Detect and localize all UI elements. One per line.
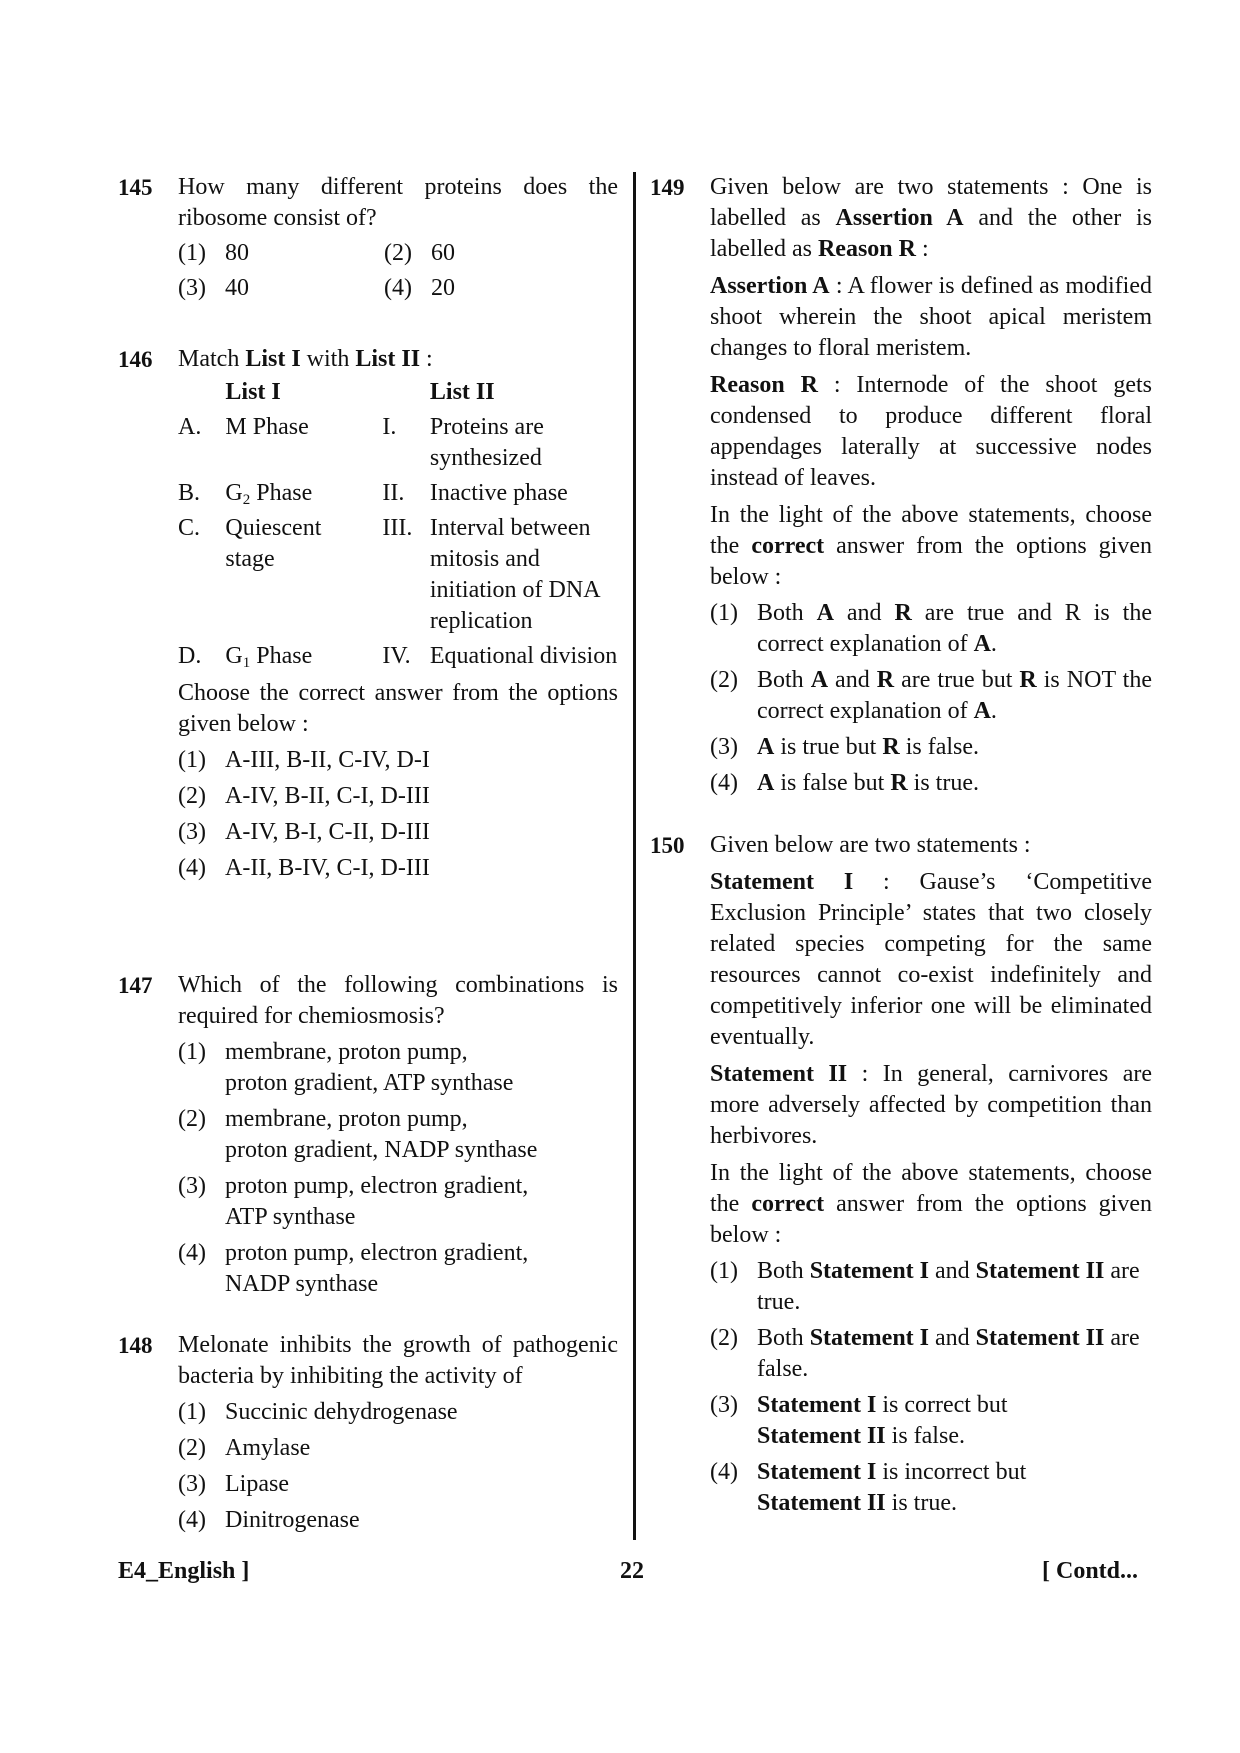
question-number: 145 — [118, 175, 153, 200]
column-divider — [633, 172, 636, 1540]
statement-ii: Statement II : In general, carnivores are more adversely affected by competition than herbivores. — [710, 1061, 1152, 1149]
option-1: (1) membrane, proton pump, proton gradient, ATP synthase — [178, 1039, 514, 1096]
list-ii-header: List II — [429, 379, 495, 405]
question-text: Given below are two statements : — [710, 832, 1031, 858]
option-3: (3) 40 — [178, 275, 249, 301]
option-4: (4) Dinitrogenase — [178, 1507, 360, 1533]
question-149 — [650, 172, 1152, 799]
option-3: (3) proton pump, electron gradient, ATP synthase — [178, 1173, 529, 1230]
question-number: 149 — [650, 175, 685, 200]
statement-i: Statement I : Gause’s ‘Competitive Exclusion Principle’ states that two closely related species competing for the same resources cannot co-exist indefinitely and competitively inferior one will be eliminated eventually. — [710, 869, 1152, 1050]
option-1: (1) A-III, B-II, C-IV, D-I — [178, 747, 430, 773]
question-text: How many different proteins does the ribosome consist of? — [178, 174, 618, 231]
option-2: (2) Both Statement I and Statement II are false. — [710, 1325, 1140, 1382]
option-3: (3) A-IV, B-I, C-II, D-III — [178, 819, 430, 845]
option-1: (1) Both A and R are true and R is the correct explanation of A. — [710, 600, 1152, 657]
footer-booklet-code: E4_English ] — [118, 1558, 250, 1584]
option-4: (4) A is false but R is true. — [710, 770, 979, 796]
option-1: (1) Succinic dehydrogenase — [178, 1399, 458, 1425]
choose-instruction: In the light of the above statements, choose the correct answer from the options given below : — [710, 1160, 1152, 1248]
option-1: (1) Both Statement I and Statement II are true. — [710, 1258, 1140, 1315]
question-145 — [118, 172, 618, 304]
question-text: Match List I with List II : — [178, 346, 433, 372]
match-table — [178, 377, 618, 676]
match-row: B. $G_2$ Phase II. Inactive phase — [178, 480, 568, 508]
reason-statement: Reason R : Internode of the shoot gets condensed to produce different floral appendages laterally at successive nodes instead of leaves. — [710, 372, 1152, 491]
options — [178, 238, 618, 304]
question-150 — [650, 830, 1152, 1519]
option-2: (2) membrane, proton pump, proton gradient, NADP synthase — [178, 1106, 538, 1163]
question-text: Which of the following combinations is required for chemiosmosis? — [178, 972, 618, 1029]
footer-page-number: 22 — [620, 1558, 644, 1584]
option-4: (4) A-II, B-IV, C-I, D-III — [178, 855, 430, 881]
option-4: (4) 20 — [384, 275, 455, 301]
question-number: 150 — [650, 833, 685, 858]
choose-instruction: Choose the correct answer from the options given below : — [178, 680, 618, 737]
footer-continued: [ Contd... — [1042, 1558, 1139, 1584]
match-row: A. M Phase I. Proteins are synthesized — [178, 414, 544, 471]
question-number: 148 — [118, 1333, 153, 1358]
option-3: (3) A is true but R is false. — [710, 734, 979, 760]
match-row: C. Quiescent stage III. Interval between mitosis and initiation of DNA replication — [178, 515, 600, 634]
choose-instruction: In the light of the above statements, choose the correct answer from the options given below : — [710, 502, 1152, 590]
question-number: 147 — [118, 973, 153, 998]
question-148 — [118, 1330, 618, 1536]
match-header-row — [178, 377, 618, 412]
option-2: (2) 60 — [384, 240, 455, 266]
option-4: (4) proton pump, electron gradient, NADP synthase — [178, 1240, 529, 1297]
option-2: (2) Both A and R are true but R is NOT the correct explanation of A. — [710, 667, 1153, 724]
question-146 — [118, 344, 618, 884]
option-2: (2) Amylase — [178, 1435, 311, 1461]
option-3: (3) Statement I is correct but Statement II is false. — [710, 1392, 1008, 1449]
option-2: (2) A-IV, B-II, C-I, D-III — [178, 783, 430, 809]
option-1: (1) 80 — [178, 240, 249, 266]
option-4: (4) Statement I is incorrect but Statement II is true. — [710, 1459, 1027, 1516]
question-147 — [118, 970, 618, 1300]
option-3: (3) Lipase — [178, 1471, 289, 1497]
match-row: D. $G_1$ Phase IV. Equational division — [178, 643, 618, 671]
question-text: Given below are two statements : One is labelled as Assertion A and the other is labelled as Reason R : — [710, 174, 1152, 262]
question-number: 146 — [118, 347, 153, 372]
question-text: Melonate inhibits the growth of pathogenic bacteria by inhibiting the activity of — [178, 1332, 618, 1389]
list-i-header: List I — [225, 379, 281, 405]
assertion-statement: Assertion A : A flower is defined as modified shoot wherein the shoot apical meristem changes to floral meristem. — [710, 273, 1152, 361]
